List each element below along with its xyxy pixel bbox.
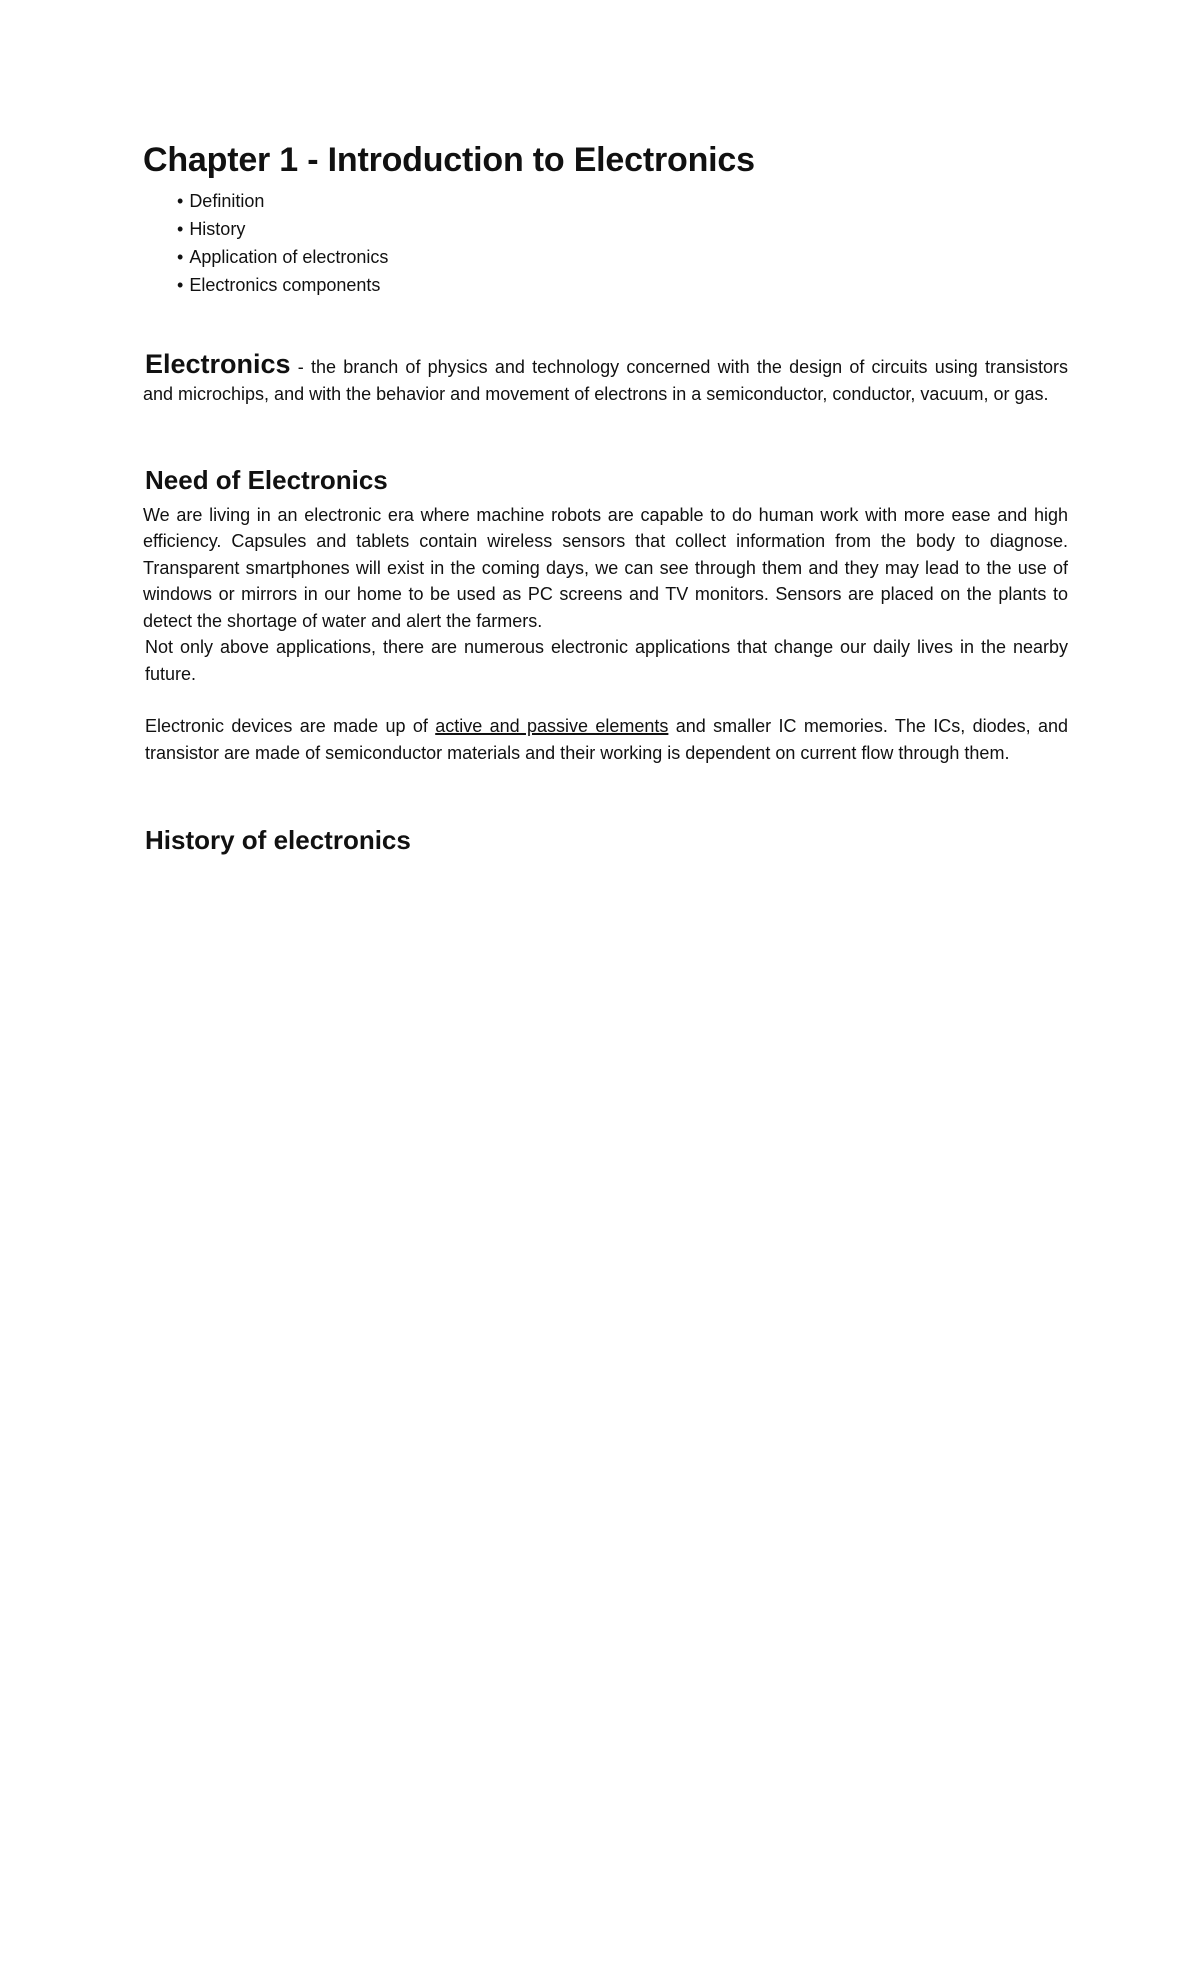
definition-term: Electronics <box>145 348 291 379</box>
need-section-title: Need of Electronics <box>145 464 388 495</box>
need-paragraph-1: We are living in an electronic era where machine robots are capable to do human work with more ease and high efficiency. Capsules and tablets contain wireless sensors that collect information from the body to diagnose. Transparent smartphones will exist in the coming days, we can see through them and they may lead to the use of windows or mirrors in our home to be used as PC screens and TV monitors. Sensors are placed on the plants to detect the shortage of water and alert the farmers. <box>143 504 1068 631</box>
chapter-topics-list <box>143 187 1068 299</box>
history-section <box>143 824 1068 858</box>
need-section <box>143 464 1068 766</box>
need-paragraph-3 <box>143 713 1068 766</box>
need-paragraph-2: Not only above applications, there are numerous electronic applications that change our daily lives in the nearby future. <box>145 637 1068 684</box>
para3-text-before: Electronic devices are made up of <box>145 716 436 737</box>
definition-paragraph <box>143 348 1068 408</box>
history-section-title: History of electronics <box>145 825 411 856</box>
topic-item: • Electronics components <box>177 271 1068 299</box>
document-page <box>143 140 1068 862</box>
active-passive-elements-link[interactable]: active and passive elements <box>435 716 669 737</box>
para3-text-after: and smaller IC memories. The ICs, diodes, and transistor are made of semiconductor materials and their working is dependent on current flow through them. <box>145 716 1068 763</box>
chapter-title: Chapter 1 - Introduction to Electronics <box>143 141 755 179</box>
definition-text: - the branch of physics and technology concerned with the design of circuits using transistors and microchips, and with the behavior and movement of electrons in a semiconductor, conductor, vacuum, or gas. <box>143 356 1068 404</box>
topic-item: • Application of electronics <box>177 243 1068 271</box>
topic-item: • History <box>177 215 1068 243</box>
topic-item: • Definition <box>177 187 1068 215</box>
